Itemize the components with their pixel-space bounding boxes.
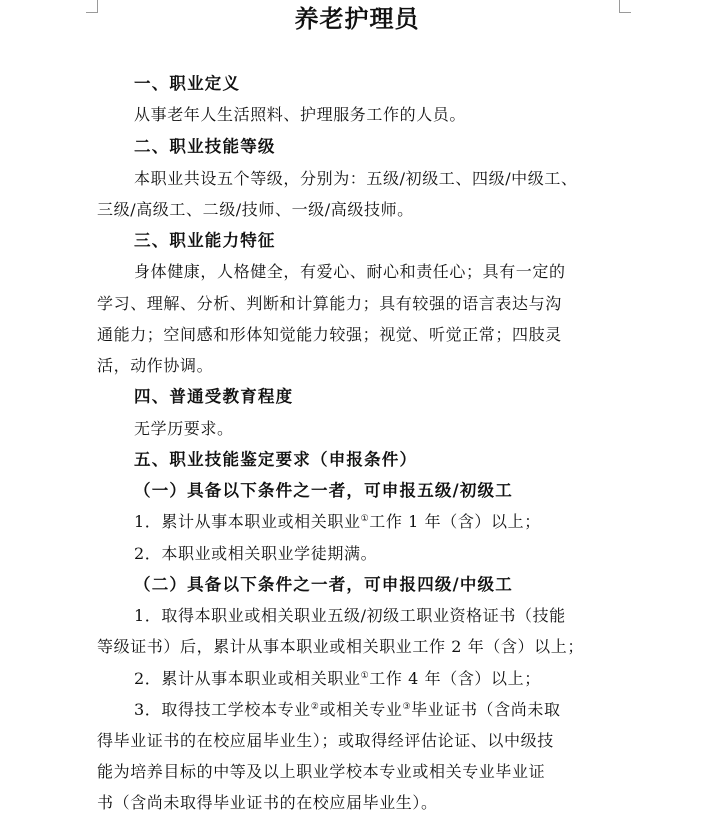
list-item-text: 工作 4 年（含）以上； <box>369 669 541 688</box>
footnote-marker: ③ <box>402 702 412 712</box>
list-item-text: 3．取得技工学校本专业 <box>134 700 311 719</box>
footnote-marker: ② <box>310 702 320 712</box>
paragraph-line: 本职业共设五个等级，分别为：五级/初级工、四级/中级工、 <box>134 169 578 188</box>
list-item <box>134 668 664 690</box>
paragraph-line: 从事老年人生活照料、护理服务工作的人员。 <box>134 105 467 124</box>
footnote-marker: ① <box>360 514 370 524</box>
section-heading-4: 四、普通受教育程度 <box>134 387 294 406</box>
list-item-text: 毕业证书（含尚未取 <box>411 700 561 719</box>
paragraph-line: 无学历要求。 <box>134 419 234 438</box>
document-title: 养老护理员 <box>294 5 420 33</box>
subsection-heading-1: （一）具备以下条件之一者，可申报五级/初级工 <box>134 481 513 500</box>
subsection-heading-2: （二）具备以下条件之一者，可申报四级/中级工 <box>134 575 513 594</box>
list-item <box>134 511 664 533</box>
section-heading-2: 二、职业技能等级 <box>134 137 276 156</box>
paragraph-line: 通能力；空间感和形体知觉能力较强；视觉、听觉正常；四肢灵 <box>97 325 562 344</box>
section-heading-1: 一、职业定义 <box>134 74 241 93</box>
paragraph-line: 等级证书）后，累计从事本职业或相关职业工作 2 年（含）以上； <box>97 637 584 656</box>
list-item: 2．本职业或相关职业学徒期满。 <box>134 544 378 563</box>
paragraph-line: 学习、理解、分析、判断和计算能力；具有较强的语言表达与沟 <box>97 294 562 313</box>
footnote-marker: ① <box>360 671 370 681</box>
paragraph-line: 书（含尚未取得毕业证书的在校应届毕业生）。 <box>97 793 438 812</box>
list-item-text: 1．累计从事本职业或相关职业 <box>134 512 361 531</box>
paragraph-line: 活，动作协调。 <box>97 356 214 375</box>
paragraph-line: 三级/高级工、二级/技师、一级/高级技师。 <box>97 200 414 219</box>
list-item-text: 或相关专业 <box>319 700 403 719</box>
paragraph-line: 身体健康，人格健全，有爱心、耐心和责任心；具有一定的 <box>134 262 566 281</box>
list-item: 1．取得本职业或相关职业五级/初级工职业资格证书（技能 <box>134 606 566 625</box>
paragraph-line: 得毕业证书的在校应届毕业生）；或取得经评估论证、以中级技 <box>97 731 554 750</box>
list-item <box>134 699 664 721</box>
list-item-text: 2．累计从事本职业或相关职业 <box>134 669 361 688</box>
paragraph-line: 能为培养目标的中等及以上职业学校本专业或相关专业毕业证 <box>97 762 546 781</box>
section-heading-3: 三、职业能力特征 <box>134 231 276 250</box>
list-item-text: 工作 1 年（含）以上； <box>369 512 541 531</box>
section-heading-5: 五、职业技能鉴定要求（申报条件） <box>134 450 418 469</box>
